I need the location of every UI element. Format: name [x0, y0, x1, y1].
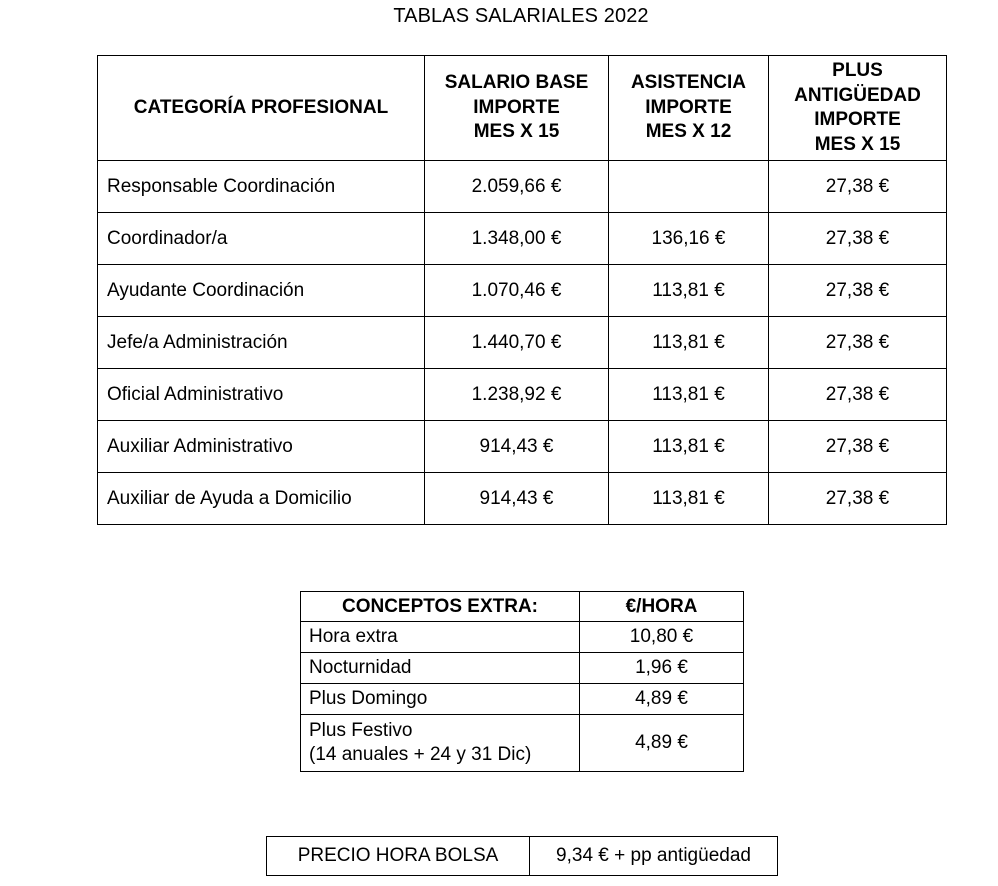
plus-cell: 27,38 € — [769, 317, 947, 369]
bolsa-value: 9,34 € + pp antigüedad — [530, 837, 778, 876]
table-row — [98, 317, 947, 369]
table-row — [301, 684, 744, 715]
table-row — [301, 622, 744, 653]
salario-cell: 1.440,70 € — [425, 317, 609, 369]
plus-cell: 27,38 € — [769, 213, 947, 265]
table-row — [98, 473, 947, 525]
category-cell: Auxiliar Administrativo — [98, 421, 425, 473]
asistencia-cell: 113,81 € — [609, 473, 769, 525]
header-euro-hora: €/HORA — [580, 592, 744, 622]
category-cell: Oficial Administrativo — [98, 369, 425, 421]
category-cell: Jefe/a Administración — [98, 317, 425, 369]
header-salario-base — [425, 56, 609, 161]
price-cell: 4,89 € — [580, 715, 744, 772]
header-plus-line: ANTIGÜEDAD — [794, 84, 921, 106]
category-cell: Coordinador/a — [98, 213, 425, 265]
header-asistencia-line: MES X 12 — [645, 121, 732, 143]
salary-header-row — [98, 56, 947, 161]
bolsa-table — [266, 836, 778, 876]
header-asistencia-line: IMPORTE — [645, 96, 732, 118]
header-categoria: CATEGORÍA PROFESIONAL — [98, 56, 425, 161]
header-asistencia-line: ASISTENCIA — [630, 72, 747, 94]
salario-cell: 914,43 € — [425, 473, 609, 525]
header-salario-line: SALARIO BASE — [444, 72, 589, 94]
salary-table — [97, 55, 947, 525]
header-salario-line: IMPORTE — [473, 96, 560, 118]
concept-cell: Hora extra — [301, 622, 580, 653]
plus-cell: 27,38 € — [769, 473, 947, 525]
header-plus-line: PLUS — [832, 60, 883, 81]
salario-cell: 1.348,00 € — [425, 213, 609, 265]
asistencia-cell: 113,81 € — [609, 317, 769, 369]
plus-cell: 27,38 € — [769, 421, 947, 473]
table-row — [98, 421, 947, 473]
category-cell: Auxiliar de Ayuda a Domicilio — [98, 473, 425, 525]
asistencia-cell: 113,81 € — [609, 369, 769, 421]
concept-line: (14 anuales + 24 y 31 Dic) — [309, 744, 532, 765]
asistencia-cell: 113,81 € — [609, 421, 769, 473]
concept-cell: Nocturnidad — [301, 653, 580, 684]
salario-cell: 914,43 € — [425, 421, 609, 473]
plus-cell: 27,38 € — [769, 161, 947, 213]
concept-cell — [301, 715, 580, 772]
header-salario-line: MES X 15 — [473, 121, 560, 143]
salario-cell: 1.238,92 € — [425, 369, 609, 421]
table-row — [98, 213, 947, 265]
asistencia-cell: 136,16 € — [609, 213, 769, 265]
category-cell: Ayudante Coordinación — [98, 265, 425, 317]
table-row — [267, 837, 778, 876]
price-cell: 1,96 € — [580, 653, 744, 684]
salario-cell: 2.059,66 € — [425, 161, 609, 213]
header-plus-line: MES X 15 — [814, 133, 901, 155]
table-row — [301, 653, 744, 684]
table-row — [98, 369, 947, 421]
salario-cell: 1.070,46 € — [425, 265, 609, 317]
header-asistencia — [609, 56, 769, 161]
header-plus-antiguedad — [769, 56, 947, 161]
category-cell: Responsable Coordinación — [98, 161, 425, 213]
page-title: TABLAS SALARIALES 2022 — [393, 5, 649, 27]
asistencia-cell — [609, 161, 769, 213]
extras-header-row — [301, 592, 744, 622]
header-conceptos-extra: CONCEPTOS EXTRA: — [301, 592, 580, 622]
table-row — [301, 715, 744, 772]
extras-table — [300, 591, 744, 772]
price-cell: 10,80 € — [580, 622, 744, 653]
table-row — [98, 265, 947, 317]
header-plus-line: IMPORTE — [814, 109, 901, 130]
asistencia-cell: 113,81 € — [609, 265, 769, 317]
bolsa-label: PRECIO HORA BOLSA — [267, 837, 530, 876]
concept-cell: Plus Domingo — [301, 684, 580, 715]
table-row — [98, 161, 947, 213]
plus-cell: 27,38 € — [769, 265, 947, 317]
plus-cell: 27,38 € — [769, 369, 947, 421]
concept-line: Plus Festivo — [309, 720, 413, 741]
price-cell: 4,89 € — [580, 684, 744, 715]
